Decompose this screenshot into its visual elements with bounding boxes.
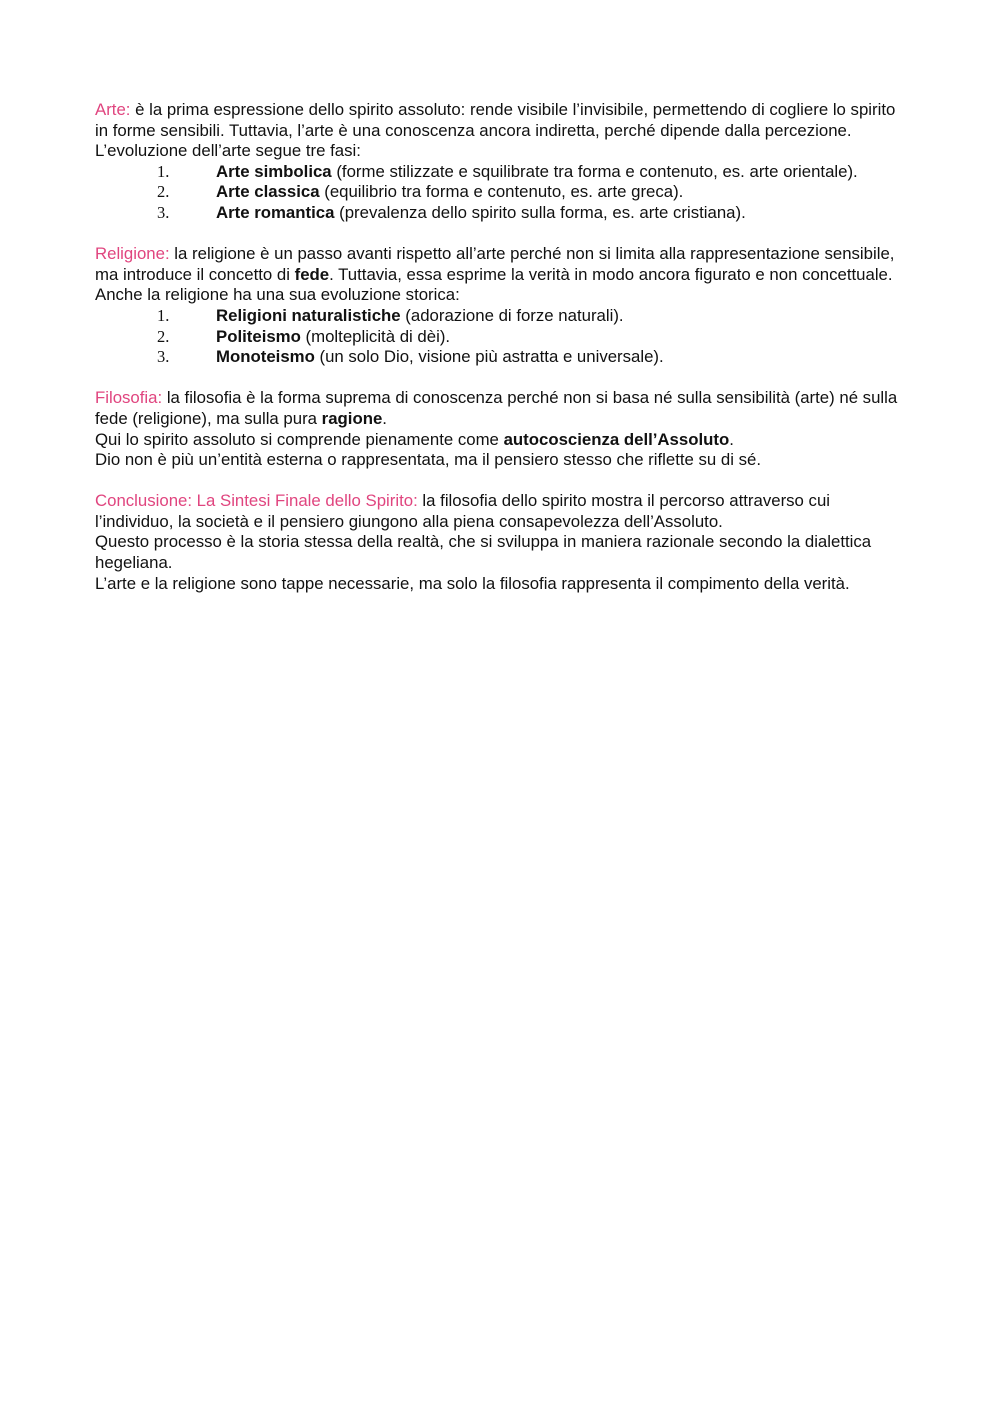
list-item-text: (un solo Dio, visione più astratta e universale). bbox=[314, 347, 664, 367]
religione-list bbox=[95, 306, 905, 368]
religione-text-b: . Tuttavia, essa esprime la verità in modo ancora figurato e non concettuale. bbox=[329, 264, 893, 284]
section-religione bbox=[95, 244, 905, 368]
conclusione-line2: Questo processo è la storia stessa della realtà, che si sviluppa in maniera razionale secondo la dialettica hegeliana. bbox=[95, 532, 872, 573]
list-item-term: Arte classica bbox=[216, 182, 320, 202]
religione-text-a: la religione è un passo avanti rispetto all’arte perché non si limita alla rappresentazione sensibile, ma introduce il concetto di bbox=[95, 244, 895, 284]
conclusione-text: la filosofia dello spirito mostra il percorso attraverso cui l’individuo, la società e il pensiero giungono alla piena consapevolezza dell’Assoluto. bbox=[95, 491, 831, 531]
arte-label: Arte: bbox=[95, 100, 131, 119]
list-number: 3. bbox=[157, 202, 170, 222]
arte-paragraph bbox=[95, 100, 905, 141]
filosofia-line2 bbox=[95, 430, 905, 451]
conclusione-line3: L’arte e la religione sono tappe necessarie, ma solo la filosofia rappresenta il compimento della verità. bbox=[95, 573, 850, 593]
filosofia-bold: ragione bbox=[321, 408, 383, 428]
list-item bbox=[95, 347, 905, 368]
list-item-text: (adorazione di forze naturali). bbox=[400, 305, 624, 325]
list-item-text: (molteplicità di dèi). bbox=[300, 326, 451, 346]
list-number: 1. bbox=[157, 161, 170, 181]
filosofia-paragraph bbox=[95, 388, 905, 429]
list-item bbox=[95, 306, 905, 327]
filosofia-text-b: . bbox=[382, 408, 387, 428]
filosofia-line3: Dio non è più un’entità esterna o rappresentata, ma il pensiero stesso che riflette su di sé. bbox=[95, 450, 762, 470]
paragraph-gap bbox=[95, 368, 905, 389]
filosofia-label: Filosofia: bbox=[95, 388, 163, 408]
list-item bbox=[95, 203, 905, 224]
list-item-text: (forme stilizzate e squilibrate tra forma e contenuto, es. arte orientale). bbox=[331, 161, 858, 181]
conclusione-paragraph bbox=[95, 491, 905, 532]
list-item-term: Politeismo bbox=[216, 326, 301, 346]
list-item-term: Monoteismo bbox=[216, 347, 315, 367]
list-item-term: Religioni naturalistiche bbox=[216, 305, 401, 325]
list-item bbox=[95, 327, 905, 348]
religione-intro: Anche la religione ha una sua evoluzione storica: bbox=[95, 285, 460, 305]
filosofia-line2-bold: autocoscienza dell’Assoluto bbox=[503, 429, 730, 449]
conclusione-label: Conclusione: La Sintesi Finale dello Spirito: bbox=[95, 491, 418, 511]
list-item bbox=[95, 162, 905, 183]
filosofia-text-a: la filosofia è la forma suprema di conoscenza perché non si basa né sulla sensibilità (arte) né sulla fede (religione), ma sulla pura bbox=[95, 388, 898, 428]
document-page bbox=[95, 100, 905, 594]
list-number: 3. bbox=[157, 347, 170, 367]
list-number: 2. bbox=[157, 182, 170, 202]
list-item-text: (equilibrio tra forma e contenuto, es. arte greca). bbox=[319, 182, 684, 202]
list-number: 2. bbox=[157, 326, 170, 346]
list-item bbox=[95, 182, 905, 203]
arte-list bbox=[95, 162, 905, 224]
section-arte bbox=[95, 100, 905, 224]
list-item-term: Arte romantica bbox=[216, 202, 335, 222]
arte-text: è la prima espressione dello spirito assoluto: rende visibile l’invisibile, permettendo di cogliere lo spirito in forme sensibili. Tuttavia, l’arte è una conoscenza ancora indiretta, perché dipende dalla percezione. bbox=[95, 100, 896, 140]
list-item-text: (prevalenza dello spirito sulla forma, es. arte cristiana). bbox=[334, 202, 746, 222]
filosofia-line2-a: Qui lo spirito assoluto si comprende pienamente come bbox=[95, 429, 504, 449]
filosofia-line2-b: . bbox=[729, 429, 734, 449]
paragraph-gap bbox=[95, 471, 905, 492]
list-number: 1. bbox=[157, 305, 170, 325]
arte-intro: L’evoluzione dell’arte segue tre fasi: bbox=[95, 141, 361, 161]
list-item-term: Arte simbolica bbox=[216, 161, 332, 181]
section-conclusione bbox=[95, 491, 905, 594]
section-filosofia bbox=[95, 388, 905, 470]
paragraph-gap bbox=[95, 224, 905, 245]
religione-label: Religione: bbox=[95, 244, 170, 264]
religione-paragraph bbox=[95, 244, 905, 285]
religione-bold: fede bbox=[294, 264, 330, 284]
